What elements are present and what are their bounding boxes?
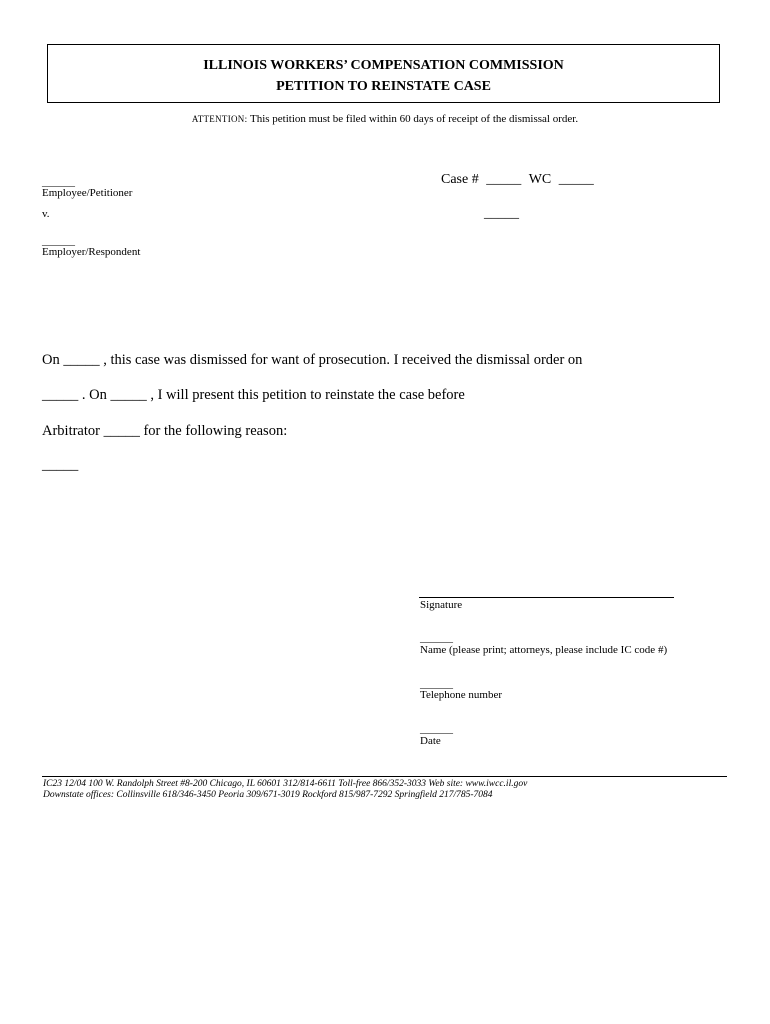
case-second-blank[interactable]: _____ [484,206,519,221]
footer-address: IC23 12/04 100 W. Randolph Street #8-200 Chicago, IL 60601 312/814-6611 Toll-free 866/352-3033 Web site: www.iwcc.il.gov [43,779,528,789]
petitioner-label: Employee/Petitioner [42,187,133,199]
case-number-blank[interactable]: _____ [486,172,522,187]
title-box [47,44,720,103]
wc-label: WC [528,172,552,187]
arbitrator-statement: Arbitrator _____ for the following reason: [42,423,288,439]
case-label: Case # [441,172,479,187]
form-title: PETITION TO REINSTATE CASE [276,79,491,94]
reason-blank[interactable]: _____ [42,457,79,473]
versus-label: v. [42,208,50,220]
phone-blank[interactable]: ______ [420,678,453,690]
commission-title: ILLINOIS WORKERS’ COMPENSATION COMMISSION [203,58,564,73]
dismissal-statement: On _____ , this case was dismissed for want of prosecution. I received the dismissal order on [42,352,583,368]
date-blank[interactable]: ______ [420,723,453,735]
date-label: Date [420,735,441,747]
signature-line[interactable] [419,597,674,598]
phone-label: Telephone number [420,689,503,701]
case-number-row [441,172,594,188]
footer-offices: Downstate offices: Collinsville 618/346-3450 Peoria 309/671-3019 Rockford 815/987-7292 Springfield 217/785-7084 [43,790,493,800]
name-label: Name (please print; attorneys, please include IC code #) [420,644,668,656]
signature-label: Signature [420,599,463,611]
attention-label: ATTENTION: [191,114,248,124]
wc-number-blank[interactable]: _____ [558,172,594,187]
respondent-blank[interactable]: ______ [42,235,75,247]
respondent-label: Employer/Respondent [42,246,141,258]
name-blank[interactable]: ______ [420,632,453,644]
presentation-statement: _____ . On _____ , I will present this petition to reinstate the case before [42,387,465,403]
petitioner-blank[interactable]: ______ [42,176,75,188]
attention-notice [0,113,770,125]
footer-divider [42,776,727,777]
attention-text: This petition must be filed within 60 days of receipt of the dismissal order. [249,113,579,125]
